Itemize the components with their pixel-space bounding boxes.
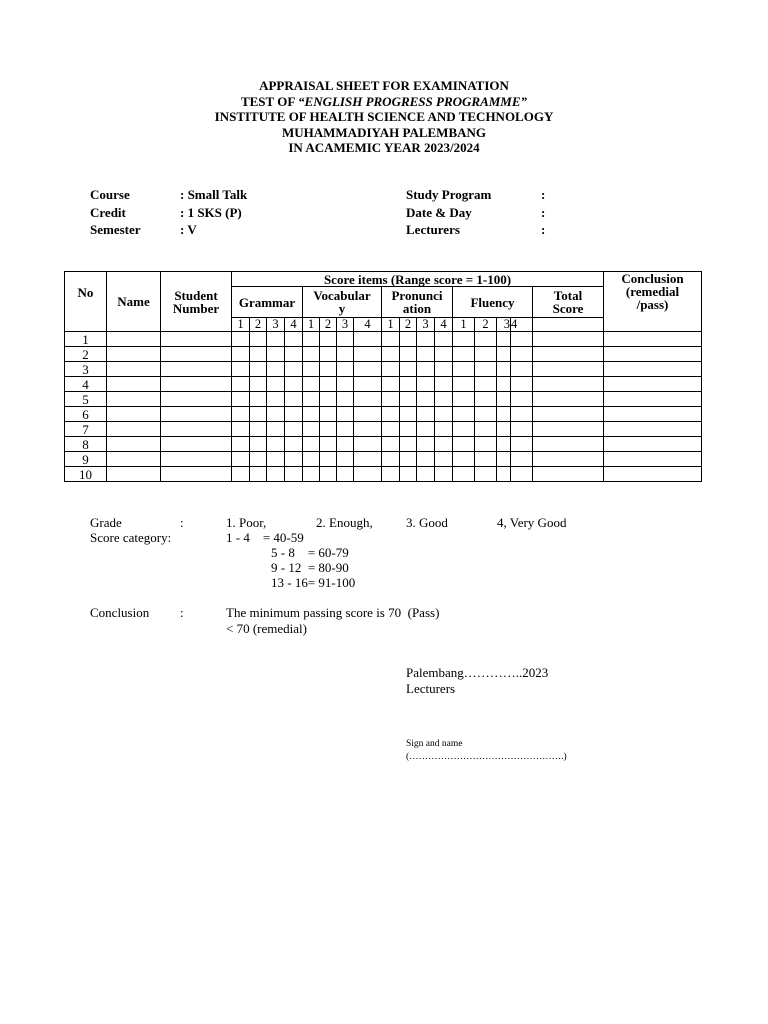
table-cell xyxy=(475,362,497,377)
table-cell xyxy=(303,362,320,377)
date-day-label: Date & Day xyxy=(406,204,472,220)
table-cell xyxy=(400,347,417,362)
table-cell xyxy=(533,362,604,377)
credit-label: Credit xyxy=(90,204,126,220)
table-cell xyxy=(400,332,417,347)
table-cell xyxy=(533,422,604,437)
table-cell xyxy=(382,362,400,377)
table-cell xyxy=(285,392,303,407)
table-cell xyxy=(400,422,417,437)
sub-pron-4: 4 xyxy=(435,318,453,332)
row-number: 9 xyxy=(65,452,107,467)
table-cell xyxy=(382,407,400,422)
table-cell xyxy=(303,452,320,467)
header-grammar: Grammar xyxy=(232,287,303,318)
table-cell xyxy=(161,392,232,407)
sign-and-name-label: Sign and name xyxy=(406,739,463,749)
table-row xyxy=(65,377,702,392)
table-cell xyxy=(604,422,702,437)
table-cell xyxy=(533,392,604,407)
table-cell xyxy=(382,422,400,437)
score-category-item-3: 9 - 12 = 80-90 xyxy=(271,560,349,575)
table-cell xyxy=(320,347,337,362)
table-cell xyxy=(533,467,604,482)
conclusion-line-2: < 70 (remedial) xyxy=(226,621,307,636)
table-cell xyxy=(250,347,267,362)
table-cell xyxy=(161,347,232,362)
table-cell xyxy=(250,392,267,407)
table-cell xyxy=(417,422,435,437)
sub-vocab-3: 3 xyxy=(337,318,354,332)
grade-item-2: 2. Enough, xyxy=(316,515,373,530)
table-row xyxy=(65,332,702,347)
table-cell xyxy=(267,437,285,452)
table-cell xyxy=(511,347,533,362)
table-cell xyxy=(232,332,250,347)
table-cell xyxy=(320,377,337,392)
conclusion-line-1: The minimum passing score is 70 (Pass) xyxy=(226,605,440,620)
sub-pron-2: 2 xyxy=(400,318,417,332)
course-value: : Small Talk xyxy=(180,187,248,202)
table-cell xyxy=(400,362,417,377)
table-cell xyxy=(400,407,417,422)
table-cell xyxy=(400,452,417,467)
table-cell xyxy=(497,422,511,437)
table-cell xyxy=(400,467,417,482)
table-cell xyxy=(497,452,511,467)
table-cell xyxy=(337,347,354,362)
lecturers-label: Lecturers xyxy=(406,222,460,237)
study-program-value: : xyxy=(541,187,546,202)
table-cell xyxy=(232,392,250,407)
row-number: 5 xyxy=(65,392,107,407)
score-category-label: Score category: xyxy=(90,530,172,545)
table-cell xyxy=(107,392,161,407)
table-cell xyxy=(604,407,702,422)
table-body xyxy=(65,332,702,482)
header-no: No xyxy=(65,272,107,332)
table-cell xyxy=(161,377,232,392)
table-cell xyxy=(232,362,250,377)
table-cell xyxy=(320,467,337,482)
table-cell xyxy=(533,407,604,422)
table-cell xyxy=(303,392,320,407)
header-total-score: Total Score xyxy=(533,287,604,318)
sub-vocab-2: 2 xyxy=(320,318,337,332)
table-cell xyxy=(417,362,435,377)
table-cell xyxy=(267,347,285,362)
table-cell xyxy=(303,407,320,422)
table-cell xyxy=(161,437,232,452)
table-cell xyxy=(453,377,475,392)
title-line-4: MUHAMMADIYAH PALEMBANG xyxy=(281,124,486,140)
table-cell xyxy=(320,362,337,377)
table-cell xyxy=(475,407,497,422)
table-cell xyxy=(475,437,497,452)
table-cell xyxy=(604,347,702,362)
table-cell xyxy=(303,437,320,452)
table-cell xyxy=(354,347,382,362)
table-cell xyxy=(435,467,453,482)
row-number: 8 xyxy=(65,437,107,452)
score-category-item-2: 5 - 8 = 60-79 xyxy=(271,545,349,560)
table-cell xyxy=(604,377,702,392)
sub-grammar-3: 3 xyxy=(267,318,285,332)
conclusion-label: Conclusion xyxy=(90,605,150,620)
table-cell xyxy=(107,422,161,437)
table-cell xyxy=(453,407,475,422)
table-cell xyxy=(604,332,702,347)
table-row xyxy=(65,347,702,362)
table-cell xyxy=(303,347,320,362)
table-cell xyxy=(337,467,354,482)
table-cell xyxy=(337,392,354,407)
table-cell xyxy=(250,332,267,347)
table-cell xyxy=(417,437,435,452)
sub-fluency-2: 2 xyxy=(475,318,497,332)
header-conclusion: Conclusion (remedial /pass) xyxy=(604,272,702,332)
table-cell xyxy=(285,452,303,467)
header-pronunciation: Pronunci ation xyxy=(382,287,453,318)
table-cell xyxy=(511,422,533,437)
info-left-labels xyxy=(90,186,141,239)
table-row xyxy=(65,452,702,467)
table-cell xyxy=(604,437,702,452)
table-cell xyxy=(382,437,400,452)
table-cell xyxy=(320,452,337,467)
table-cell xyxy=(107,332,161,347)
table-cell xyxy=(382,332,400,347)
header-student-number: Student Number xyxy=(161,272,232,332)
table-cell xyxy=(435,362,453,377)
table-cell xyxy=(354,452,382,467)
table-cell xyxy=(382,377,400,392)
sub-total-empty xyxy=(533,318,604,332)
table-cell xyxy=(354,362,382,377)
table-cell xyxy=(267,467,285,482)
table-cell xyxy=(250,377,267,392)
table-cell xyxy=(511,377,533,392)
table-cell xyxy=(337,452,354,467)
table-cell xyxy=(475,332,497,347)
table-cell xyxy=(354,437,382,452)
table-cell xyxy=(107,407,161,422)
table-cell xyxy=(511,362,533,377)
table-cell xyxy=(161,452,232,467)
table-cell xyxy=(303,422,320,437)
table-cell xyxy=(417,452,435,467)
row-number: 3 xyxy=(65,362,107,377)
table-cell xyxy=(250,422,267,437)
table-cell xyxy=(382,452,400,467)
table-cell xyxy=(232,422,250,437)
table-cell xyxy=(511,467,533,482)
table-cell xyxy=(320,422,337,437)
table-cell xyxy=(354,392,382,407)
table-cell xyxy=(453,392,475,407)
sign-line: (………………………………………….) xyxy=(406,752,567,762)
table-cell xyxy=(285,377,303,392)
table-row xyxy=(65,362,702,377)
row-number: 4 xyxy=(65,377,107,392)
table-cell xyxy=(303,332,320,347)
table-cell xyxy=(604,452,702,467)
conclusion-colon: : xyxy=(180,605,184,620)
credit-value: : 1 SKS (P) xyxy=(180,204,242,220)
table-cell xyxy=(400,392,417,407)
table-cell xyxy=(267,407,285,422)
table-cell xyxy=(320,332,337,347)
table-cell xyxy=(337,377,354,392)
table-cell xyxy=(267,332,285,347)
table-cell xyxy=(320,407,337,422)
table-cell xyxy=(267,452,285,467)
table-cell xyxy=(497,407,511,422)
table-row xyxy=(65,407,702,422)
table-cell xyxy=(337,362,354,377)
table-cell xyxy=(354,422,382,437)
table-cell xyxy=(604,467,702,482)
row-number: 7 xyxy=(65,422,107,437)
table-cell xyxy=(232,437,250,452)
table-row xyxy=(65,422,702,437)
header-score-items: Score items (Range score = 1-100) xyxy=(232,272,604,287)
score-category-item-4: 13 - 16= 91-100 xyxy=(271,575,356,590)
score-category-item-1: 1 - 4 = 40-59 xyxy=(226,530,304,545)
row-number: 2 xyxy=(65,347,107,362)
table-cell xyxy=(161,332,232,347)
score-table xyxy=(64,271,702,482)
grade-item-1: 1. Poor, xyxy=(226,515,267,530)
table-cell xyxy=(533,332,604,347)
table-cell xyxy=(497,437,511,452)
table-cell xyxy=(533,437,604,452)
info-right-labels xyxy=(406,186,491,239)
table-cell xyxy=(435,437,453,452)
table-cell xyxy=(497,377,511,392)
table-cell xyxy=(232,377,250,392)
table-cell xyxy=(511,332,533,347)
table-cell xyxy=(435,392,453,407)
table-cell xyxy=(303,377,320,392)
table-cell xyxy=(435,332,453,347)
info-right-values xyxy=(541,186,545,239)
table-cell xyxy=(285,422,303,437)
table-cell xyxy=(475,392,497,407)
table-cell xyxy=(511,452,533,467)
course-label: Course xyxy=(90,187,130,202)
signature-role: Lecturers xyxy=(406,681,456,696)
table-cell xyxy=(303,467,320,482)
info-left-values xyxy=(180,186,247,239)
table-cell xyxy=(161,467,232,482)
table-cell xyxy=(250,362,267,377)
table-cell xyxy=(533,347,604,362)
table-cell xyxy=(107,362,161,377)
table-cell xyxy=(453,437,475,452)
study-program-label: Study Program xyxy=(406,187,492,202)
semester-value: : V xyxy=(180,222,197,237)
sub-vocab-4: 4 xyxy=(354,318,382,332)
table-cell xyxy=(453,362,475,377)
table-cell xyxy=(250,467,267,482)
table-cell xyxy=(337,332,354,347)
table-cell xyxy=(382,467,400,482)
table-cell xyxy=(497,362,511,377)
sub-grammar-2: 2 xyxy=(250,318,267,332)
table-cell xyxy=(453,422,475,437)
table-cell xyxy=(400,377,417,392)
table-cell xyxy=(453,347,475,362)
header-name: Name xyxy=(107,272,161,332)
table-cell xyxy=(107,347,161,362)
table-cell xyxy=(285,332,303,347)
table-cell xyxy=(453,467,475,482)
table-cell xyxy=(250,407,267,422)
table-cell xyxy=(400,437,417,452)
table-cell xyxy=(497,332,511,347)
sub-grammar-4: 4 xyxy=(285,318,303,332)
table-cell xyxy=(417,407,435,422)
grade-label: Grade xyxy=(90,515,122,530)
semester-label: Semester xyxy=(90,222,141,237)
table-cell xyxy=(417,347,435,362)
table-cell xyxy=(435,452,453,467)
title-line-5: IN ACAMEMIC YEAR 2023/2024 xyxy=(288,140,480,155)
table-cell xyxy=(382,347,400,362)
table-cell xyxy=(250,452,267,467)
table-cell xyxy=(511,437,533,452)
table-cell xyxy=(107,437,161,452)
row-number: 6 xyxy=(65,407,107,422)
table-cell xyxy=(161,362,232,377)
table-cell xyxy=(285,407,303,422)
sub-fluency-4: 4 xyxy=(511,318,533,332)
table-cell xyxy=(232,347,250,362)
table-cell xyxy=(435,377,453,392)
table-cell xyxy=(417,392,435,407)
sub-fluency-1: 1 xyxy=(453,318,475,332)
table-cell xyxy=(161,407,232,422)
table-cell xyxy=(267,362,285,377)
table-cell xyxy=(497,467,511,482)
row-number: 10 xyxy=(65,467,107,482)
table-cell xyxy=(354,467,382,482)
table-cell xyxy=(604,392,702,407)
table-cell xyxy=(337,437,354,452)
table-cell xyxy=(453,452,475,467)
table-cell xyxy=(604,362,702,377)
table-cell xyxy=(107,452,161,467)
table-cell xyxy=(107,467,161,482)
table-cell xyxy=(232,407,250,422)
sub-vocab-1: 1 xyxy=(303,318,320,332)
table-row xyxy=(65,392,702,407)
table-cell xyxy=(417,467,435,482)
sub-fluency-3: 3 xyxy=(497,318,511,332)
table-cell xyxy=(354,407,382,422)
table-cell xyxy=(435,407,453,422)
table-cell xyxy=(161,422,232,437)
table-row xyxy=(65,467,702,482)
table-cell xyxy=(475,347,497,362)
table-cell xyxy=(354,377,382,392)
table-cell xyxy=(232,452,250,467)
table-cell xyxy=(497,347,511,362)
table-cell xyxy=(320,392,337,407)
table-cell xyxy=(337,422,354,437)
table-cell xyxy=(453,332,475,347)
table-cell xyxy=(267,392,285,407)
table-cell xyxy=(285,437,303,452)
table-cell xyxy=(533,452,604,467)
grade-item-3: 3. Good xyxy=(406,515,448,530)
table-cell xyxy=(533,377,604,392)
table-cell xyxy=(435,347,453,362)
header-vocabulary: Vocabular y xyxy=(303,287,382,318)
table-cell xyxy=(511,407,533,422)
table-cell xyxy=(267,377,285,392)
table-cell xyxy=(250,437,267,452)
table-cell xyxy=(417,377,435,392)
place-date: Palembang…………..2023 xyxy=(406,665,549,680)
table-cell xyxy=(232,467,250,482)
lecturers-value: : xyxy=(541,222,546,237)
table-row xyxy=(65,437,702,452)
row-number: 1 xyxy=(65,332,107,347)
title-line-1: APPRAISAL SHEET FOR EXAMINATION xyxy=(259,78,509,93)
table-cell xyxy=(475,467,497,482)
grade-item-4: 4, Very Good xyxy=(497,515,567,530)
sub-pron-3: 3 xyxy=(417,318,435,332)
title-line-3: INSTITUTE OF HEALTH SCIENCE AND TECHNOLOGY xyxy=(214,109,554,124)
table-cell xyxy=(267,422,285,437)
table-cell xyxy=(511,392,533,407)
grade-colon: : xyxy=(180,515,184,530)
sub-grammar-1: 1 xyxy=(232,318,250,332)
table-cell xyxy=(285,347,303,362)
table-cell xyxy=(354,332,382,347)
table-cell xyxy=(475,422,497,437)
date-day-value: : xyxy=(541,204,546,220)
table-cell xyxy=(285,467,303,482)
table-cell xyxy=(435,422,453,437)
table-cell xyxy=(417,332,435,347)
header-fluency: Fluency xyxy=(453,287,533,318)
table-cell xyxy=(475,377,497,392)
table-cell xyxy=(107,377,161,392)
table-cell xyxy=(382,392,400,407)
table-cell xyxy=(497,392,511,407)
document-title xyxy=(0,78,768,156)
table-cell xyxy=(337,407,354,422)
sub-pron-1: 1 xyxy=(382,318,400,332)
table-cell xyxy=(320,437,337,452)
table-cell xyxy=(475,452,497,467)
title-line-2: TEST OF “ENGLISH PROGRESS PROGRAMME” xyxy=(240,93,528,109)
table-cell xyxy=(285,362,303,377)
